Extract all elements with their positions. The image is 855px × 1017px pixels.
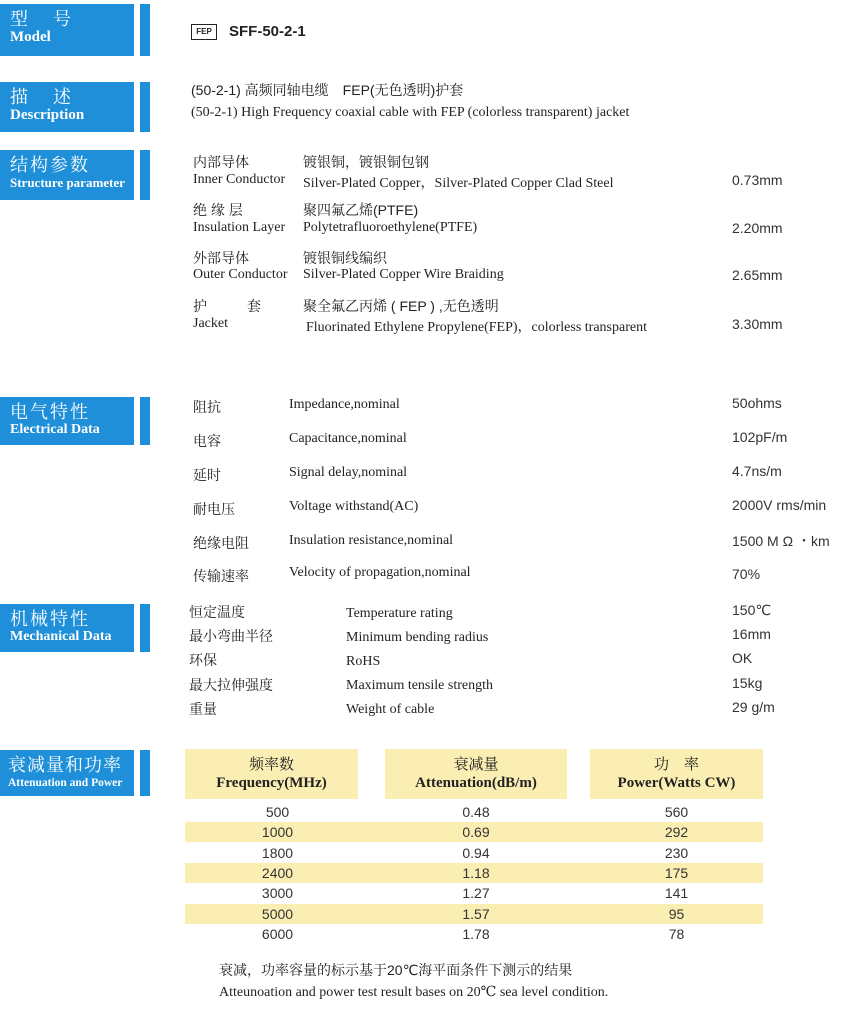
description-zh: (50-2-1) 高频同轴电缆 FEP(无色透明)护套 (191, 82, 464, 98)
structure-name-zh: 内部导体 (193, 154, 249, 170)
structure-dimension: 3.30mm (732, 316, 783, 332)
fep-logo-icon: FEP (191, 24, 217, 40)
header-zh: 衰减量 (453, 756, 499, 773)
mechanical-en: Weight of cable (346, 702, 435, 717)
cell-frequency: 3000 (261, 885, 294, 901)
header-en: Frequency(MHz) (216, 775, 327, 791)
table-row (185, 863, 763, 883)
cell-attenuation: 1.57 (462, 906, 490, 922)
cell-power: 175 (664, 865, 689, 881)
section-strip (140, 604, 150, 652)
electrical-zh: 电容 (193, 433, 221, 449)
header-zh: 功 率 (653, 756, 699, 773)
cell-power: 560 (664, 804, 689, 820)
electrical-zh: 延时 (193, 467, 221, 483)
electrical-en: Voltage withstand(AC) (289, 499, 419, 514)
footnote-en: Atteunoation and power test result bases on 20℃ sea level condition. (219, 985, 609, 1000)
cell-frequency: 5000 (261, 906, 294, 922)
structure-dimension: 0.73mm (732, 172, 783, 188)
electrical-en: Signal delay,nominal (289, 465, 408, 480)
electrical-zh: 传输速率 (193, 568, 249, 584)
mechanical-value: 150℃ (732, 602, 772, 618)
electrical-en: Velocity of propagation,nominal (289, 565, 471, 580)
footnote-zh: 衰减，功率容量的标示基于20℃海平面条件下测示的结果 (219, 962, 573, 978)
header-en: Power(Watts CW) (617, 775, 736, 791)
table-header-attenuation (385, 749, 567, 799)
structure-name-en: Jacket (193, 316, 228, 331)
section-label-electrical (0, 397, 134, 445)
structure-name-zh: 绝 缘 层 (193, 202, 243, 218)
structure-value-en: Silver-Plated Copper Wire Braiding (303, 267, 504, 282)
cell-power: 95 (668, 906, 685, 922)
section-label-model (0, 4, 134, 56)
table-row (185, 802, 763, 822)
mechanical-en: RoHS (346, 654, 381, 669)
section-title-zh: 描 述 (10, 87, 82, 107)
electrical-value: 2000V rms/min (732, 497, 827, 513)
mechanical-en: Maximum tensile strength (346, 678, 493, 693)
structure-value-zh: 聚四氟乙烯(PTFE) (303, 202, 419, 218)
electrical-zh: 绝缘电阻 (193, 535, 249, 551)
cell-power: 141 (664, 885, 689, 901)
section-title-zh: 型 号 (10, 9, 82, 29)
section-title-en: Model (10, 29, 51, 45)
cell-attenuation: 1.78 (462, 926, 490, 942)
structure-value-en: Silver-Plated Copper，Silver-Plated Copper Clad Steel (303, 176, 614, 191)
mechanical-zh: 最大拉伸强度 (189, 677, 273, 693)
structure-name-zh: 外部导体 (193, 250, 249, 266)
mechanical-en: Temperature rating (346, 606, 453, 621)
cell-power: 292 (664, 824, 689, 840)
electrical-zh: 耐电压 (193, 501, 235, 517)
structure-dimension: 2.65mm (732, 267, 783, 283)
structure-value-en: Fluorinated Ethylene Propylene(FEP)，colorless transparent (306, 320, 647, 335)
table-row (185, 822, 763, 842)
electrical-value: 102pF/m (732, 429, 788, 445)
section-title-en: Structure parameter (10, 175, 125, 190)
electrical-en: Capacitance,nominal (289, 431, 407, 446)
electrical-en: Impedance,nominal (289, 397, 400, 412)
section-title-en: Attenuation and Power (8, 777, 123, 789)
cell-attenuation: 0.48 (462, 804, 490, 820)
section-title-zh: 电气特性 (10, 402, 90, 422)
structure-value-zh: 镀银铜，镀银铜包钢 (303, 154, 429, 170)
section-title-en: Mechanical Data (10, 629, 112, 644)
table-row (185, 843, 763, 863)
section-title-zh: 机械特性 (10, 609, 90, 629)
cell-frequency: 1000 (261, 824, 294, 840)
cell-attenuation: 1.18 (462, 865, 490, 881)
table-row (185, 883, 763, 903)
header-zh: 频率数 (248, 756, 294, 773)
model-name: SFF-50-2-1 (229, 23, 306, 40)
header-en: Attenuation(dB/m) (415, 775, 537, 791)
structure-name-en: Inner Conductor (193, 172, 286, 187)
section-strip (140, 4, 150, 56)
table-header-power (590, 749, 763, 799)
mechanical-value: 16mm (732, 626, 771, 642)
section-label-attenuation (0, 750, 134, 796)
mechanical-zh: 重量 (189, 701, 217, 717)
section-strip (140, 750, 150, 796)
cell-attenuation: 1.27 (462, 885, 490, 901)
table-row (185, 904, 763, 924)
cell-power: 78 (668, 926, 685, 942)
electrical-value: 70% (732, 566, 761, 582)
structure-name-en: Insulation Layer (193, 220, 286, 235)
section-label-description (0, 82, 134, 132)
electrical-en: Insulation resistance,nominal (289, 533, 454, 548)
cell-power: 230 (664, 845, 689, 861)
section-title-zh: 衰减量和功率 (8, 755, 122, 775)
structure-name-en: Outer Conductor (193, 267, 288, 282)
mechanical-zh: 环保 (189, 652, 217, 668)
cell-attenuation: 0.69 (462, 824, 490, 840)
section-strip (140, 397, 150, 445)
cell-frequency: 2400 (261, 865, 294, 881)
mechanical-zh: 恒定温度 (189, 604, 245, 620)
electrical-value: 50ohms (732, 395, 782, 411)
mechanical-en: Minimum bending radius (346, 630, 489, 645)
mechanical-value: OK (732, 650, 753, 666)
structure-dimension: 2.20mm (732, 220, 783, 236)
cell-frequency: 6000 (261, 926, 294, 942)
structure-value-zh: 镀银铜线编织 (303, 250, 387, 266)
section-strip (140, 82, 150, 132)
mechanical-zh: 最小弯曲半径 (189, 628, 273, 644)
description-en: (50-2-1) High Frequency coaxial cable with FEP (colorless transparent) jacket (191, 105, 630, 120)
electrical-zh: 阻抗 (193, 399, 221, 415)
section-title-en: Electrical Data (10, 422, 100, 437)
cell-frequency: 1800 (261, 845, 294, 861)
electrical-value: 4.7ns/m (732, 463, 782, 479)
structure-value-en: Polytetrafluoroethylene(PTFE) (303, 220, 478, 235)
structure-name-zh: 护 套 (193, 298, 265, 314)
structure-value-zh: 聚全氟乙丙烯 ( FEP ) ,无色透明 (303, 298, 499, 314)
cell-attenuation: 0.94 (462, 845, 490, 861)
table-row (185, 924, 763, 944)
electrical-value: 1500 M Ω ・km (732, 533, 830, 549)
section-title-zh: 结构参数 (10, 155, 90, 175)
section-strip (140, 150, 150, 200)
table-header-frequency (185, 749, 358, 799)
section-label-structure (0, 150, 134, 200)
section-title-en: Description (10, 107, 85, 123)
cell-frequency: 500 (265, 804, 290, 820)
section-label-mechanical (0, 604, 134, 652)
mechanical-value: 29 g/m (732, 699, 775, 715)
mechanical-value: 15kg (732, 675, 763, 691)
